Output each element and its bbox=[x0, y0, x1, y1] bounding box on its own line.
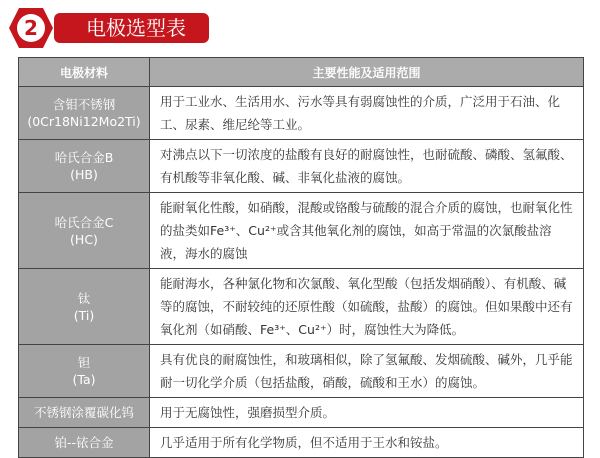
header-description: 主要性能及适用范围 bbox=[150, 58, 584, 87]
material-name: 哈氏合金B bbox=[54, 150, 114, 165]
description-cell: 几乎适用于所有化学物质，但不适用于王水和铵盐。 bbox=[150, 428, 584, 458]
table-header-row bbox=[19, 58, 584, 87]
material-name: 哈氏合金C bbox=[54, 214, 114, 230]
description-cell: 用于无腐蚀性，强磨损型介质。 bbox=[150, 398, 584, 428]
section-number: 2 bbox=[24, 16, 38, 40]
material-cell bbox=[19, 269, 150, 345]
material-cell: 铂--铱合金 bbox=[19, 428, 150, 458]
material-code: (0Cr18Ni12Mo2Ti) bbox=[27, 114, 141, 129]
material-cell: 不锈钢涂覆碳化钨 bbox=[19, 398, 150, 428]
material-name: 钽 bbox=[77, 355, 91, 370]
material-code: (Ti) bbox=[73, 307, 95, 323]
section-title: 电极选型表 bbox=[54, 13, 209, 43]
description-cell: 能耐海水，各种氯化物和次氯酸、氧化型酸（包括发烟硝酸）、有机酸、碱等的腐蚀，不耐较纯的还原性酸（如硫酸，盐酸）的腐蚀。但如果酸中还有氧化剂（如硝酸、Fe³⁺、Cu²⁺）时，腐蚀性大为降低。 bbox=[150, 269, 584, 345]
description-cell: 具有优良的耐腐蚀性，和玻璃相似，除了氢氟酸、发烟硫酸、碱外，几乎能耐一切化学介质（包括盐酸，硝酸，硫酸和王水）的腐蚀。 bbox=[150, 345, 584, 398]
table-row bbox=[19, 398, 584, 428]
material-code: (HC) bbox=[70, 231, 98, 247]
material-code: (HB) bbox=[70, 167, 98, 182]
material-cell bbox=[19, 345, 150, 398]
material-name: 钛 bbox=[77, 290, 91, 306]
table-row bbox=[19, 345, 584, 398]
material-name: 含钼不锈钢 bbox=[52, 97, 116, 112]
table-row bbox=[19, 87, 584, 140]
header-material: 电极材料 bbox=[19, 58, 150, 87]
description-cell: 用于工业水、生活用水、污水等具有弱腐蚀性的介质，广泛用于石油、化工、尿素、维尼纶等工业。 bbox=[150, 87, 584, 140]
table-row bbox=[19, 140, 584, 193]
electrode-selection-table bbox=[18, 57, 584, 458]
hexagon-number-badge bbox=[8, 7, 54, 49]
material-code: (Ta) bbox=[72, 372, 96, 387]
table-row bbox=[19, 193, 584, 269]
material-cell bbox=[19, 193, 150, 269]
material-cell bbox=[19, 140, 150, 193]
material-cell bbox=[19, 87, 150, 140]
table-row bbox=[19, 269, 584, 345]
description-cell: 能耐氧化性酸，如硝酸，混酸或铬酸与硫酸的混合介质的腐蚀，也耐氧化性的盐类如Fe³⁺、Cu²⁺或含其他氧化剂的腐蚀，如高于常温的次氯酸盐溶液，海水的腐蚀 bbox=[150, 193, 584, 269]
table-row bbox=[19, 428, 584, 458]
description-cell: 对沸点以下一切浓度的盐酸有良好的耐腐蚀性，也耐硫酸、磷酸、氢氟酸、有机酸等非氧化酸、碱、非氧化盐液的腐蚀。 bbox=[150, 140, 584, 193]
